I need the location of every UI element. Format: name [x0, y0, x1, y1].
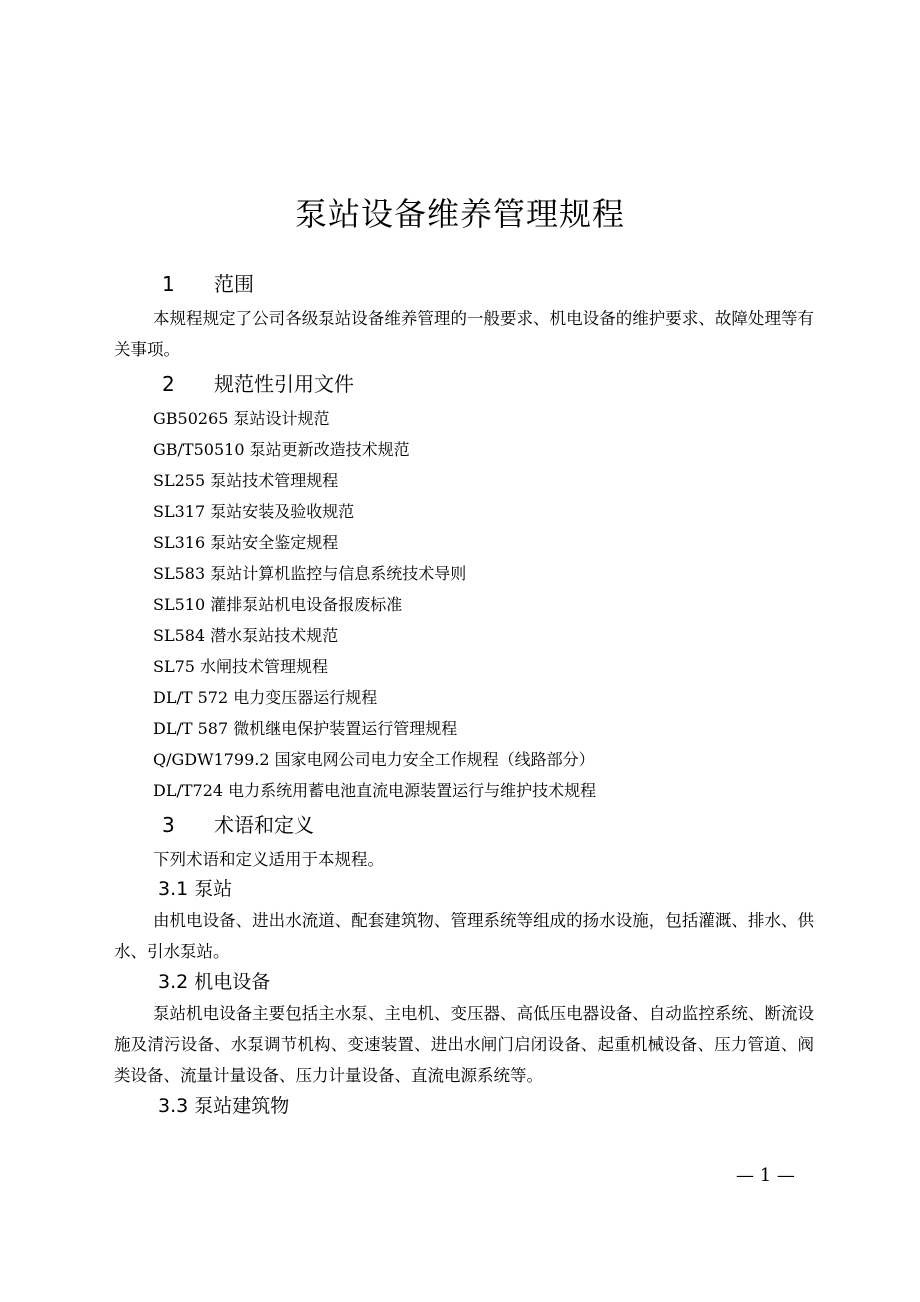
term-heading-buildings: 3.3 泵站建筑物: [158, 1095, 290, 1117]
section-heading-scope: [162, 269, 254, 299]
section-heading-terms: [162, 810, 314, 840]
reference-item: DL/T724 电力系统用蓄电池直流电源装置运行与维护技术规程: [153, 781, 597, 800]
reference-item: DL/T 572 电力变压器运行规程: [153, 688, 378, 707]
reference-item: Q/GDW1799.2 国家电网公司电力安全工作规程（线路部分）: [153, 750, 595, 769]
reference-item: SL255 泵站技术管理规程: [153, 471, 339, 490]
reference-item: SL75 水闸技术管理规程: [153, 657, 329, 676]
reference-item: SL584 潜水泵站技术规范: [153, 626, 339, 645]
reference-item: GB50265 泵站设计规范: [153, 409, 330, 428]
term-heading-pump-station: 3.1 泵站: [158, 878, 233, 900]
section-number: 2: [162, 372, 175, 396]
reference-item: SL583 泵站计算机监控与信息系统技术导则: [153, 564, 467, 583]
reference-item: DL/T 587 微机继电保护装置运行管理规程: [153, 719, 458, 738]
term-heading-electromechanical: 3.2 机电设备: [158, 971, 271, 993]
scope-paragraph: 本规程规定了公司各级泵站设备维养管理的一般要求、机电设备的维护要求、故障处理等有关事项。: [114, 309, 814, 359]
section-title: 范围: [214, 272, 254, 296]
reference-item: SL316 泵站安全鉴定规程: [153, 533, 339, 552]
section-title: 规范性引用文件: [214, 372, 354, 396]
section-number: 1: [162, 272, 175, 296]
reference-item: SL317 泵站安装及验收规范: [153, 502, 355, 521]
document-title: 泵站设备维养管理规程: [294, 195, 625, 233]
reference-item: GB/T50510 泵站更新改造技术规范: [153, 440, 410, 459]
term-definition-pump-station: 由机电设备、进出水流道、配套建筑物、管理系统等组成的扬水设施，包括灌溉、排水、供水、引水泵站。: [114, 911, 814, 961]
section-heading-references: [162, 369, 354, 399]
section-number: 3: [162, 813, 175, 837]
term-definition-electromechanical: 泵站机电设备主要包括主水泵、主电机、变压器、高低压电器设备、自动监控系统、断流设施及清污设备、水泵调节机构、变速装置、进出水闸门启闭设备、起重机械设备、压力管道、阀类设备、流量计量设备、压力计量设备、直流电源系统等。: [114, 1004, 814, 1085]
terms-intro: 下列术语和定义适用于本规程。: [153, 850, 384, 869]
page-number: — 1 —: [736, 1165, 795, 1186]
section-title: 术语和定义: [214, 813, 314, 837]
reference-item: SL510 灌排泵站机电设备报废标准: [153, 595, 403, 614]
